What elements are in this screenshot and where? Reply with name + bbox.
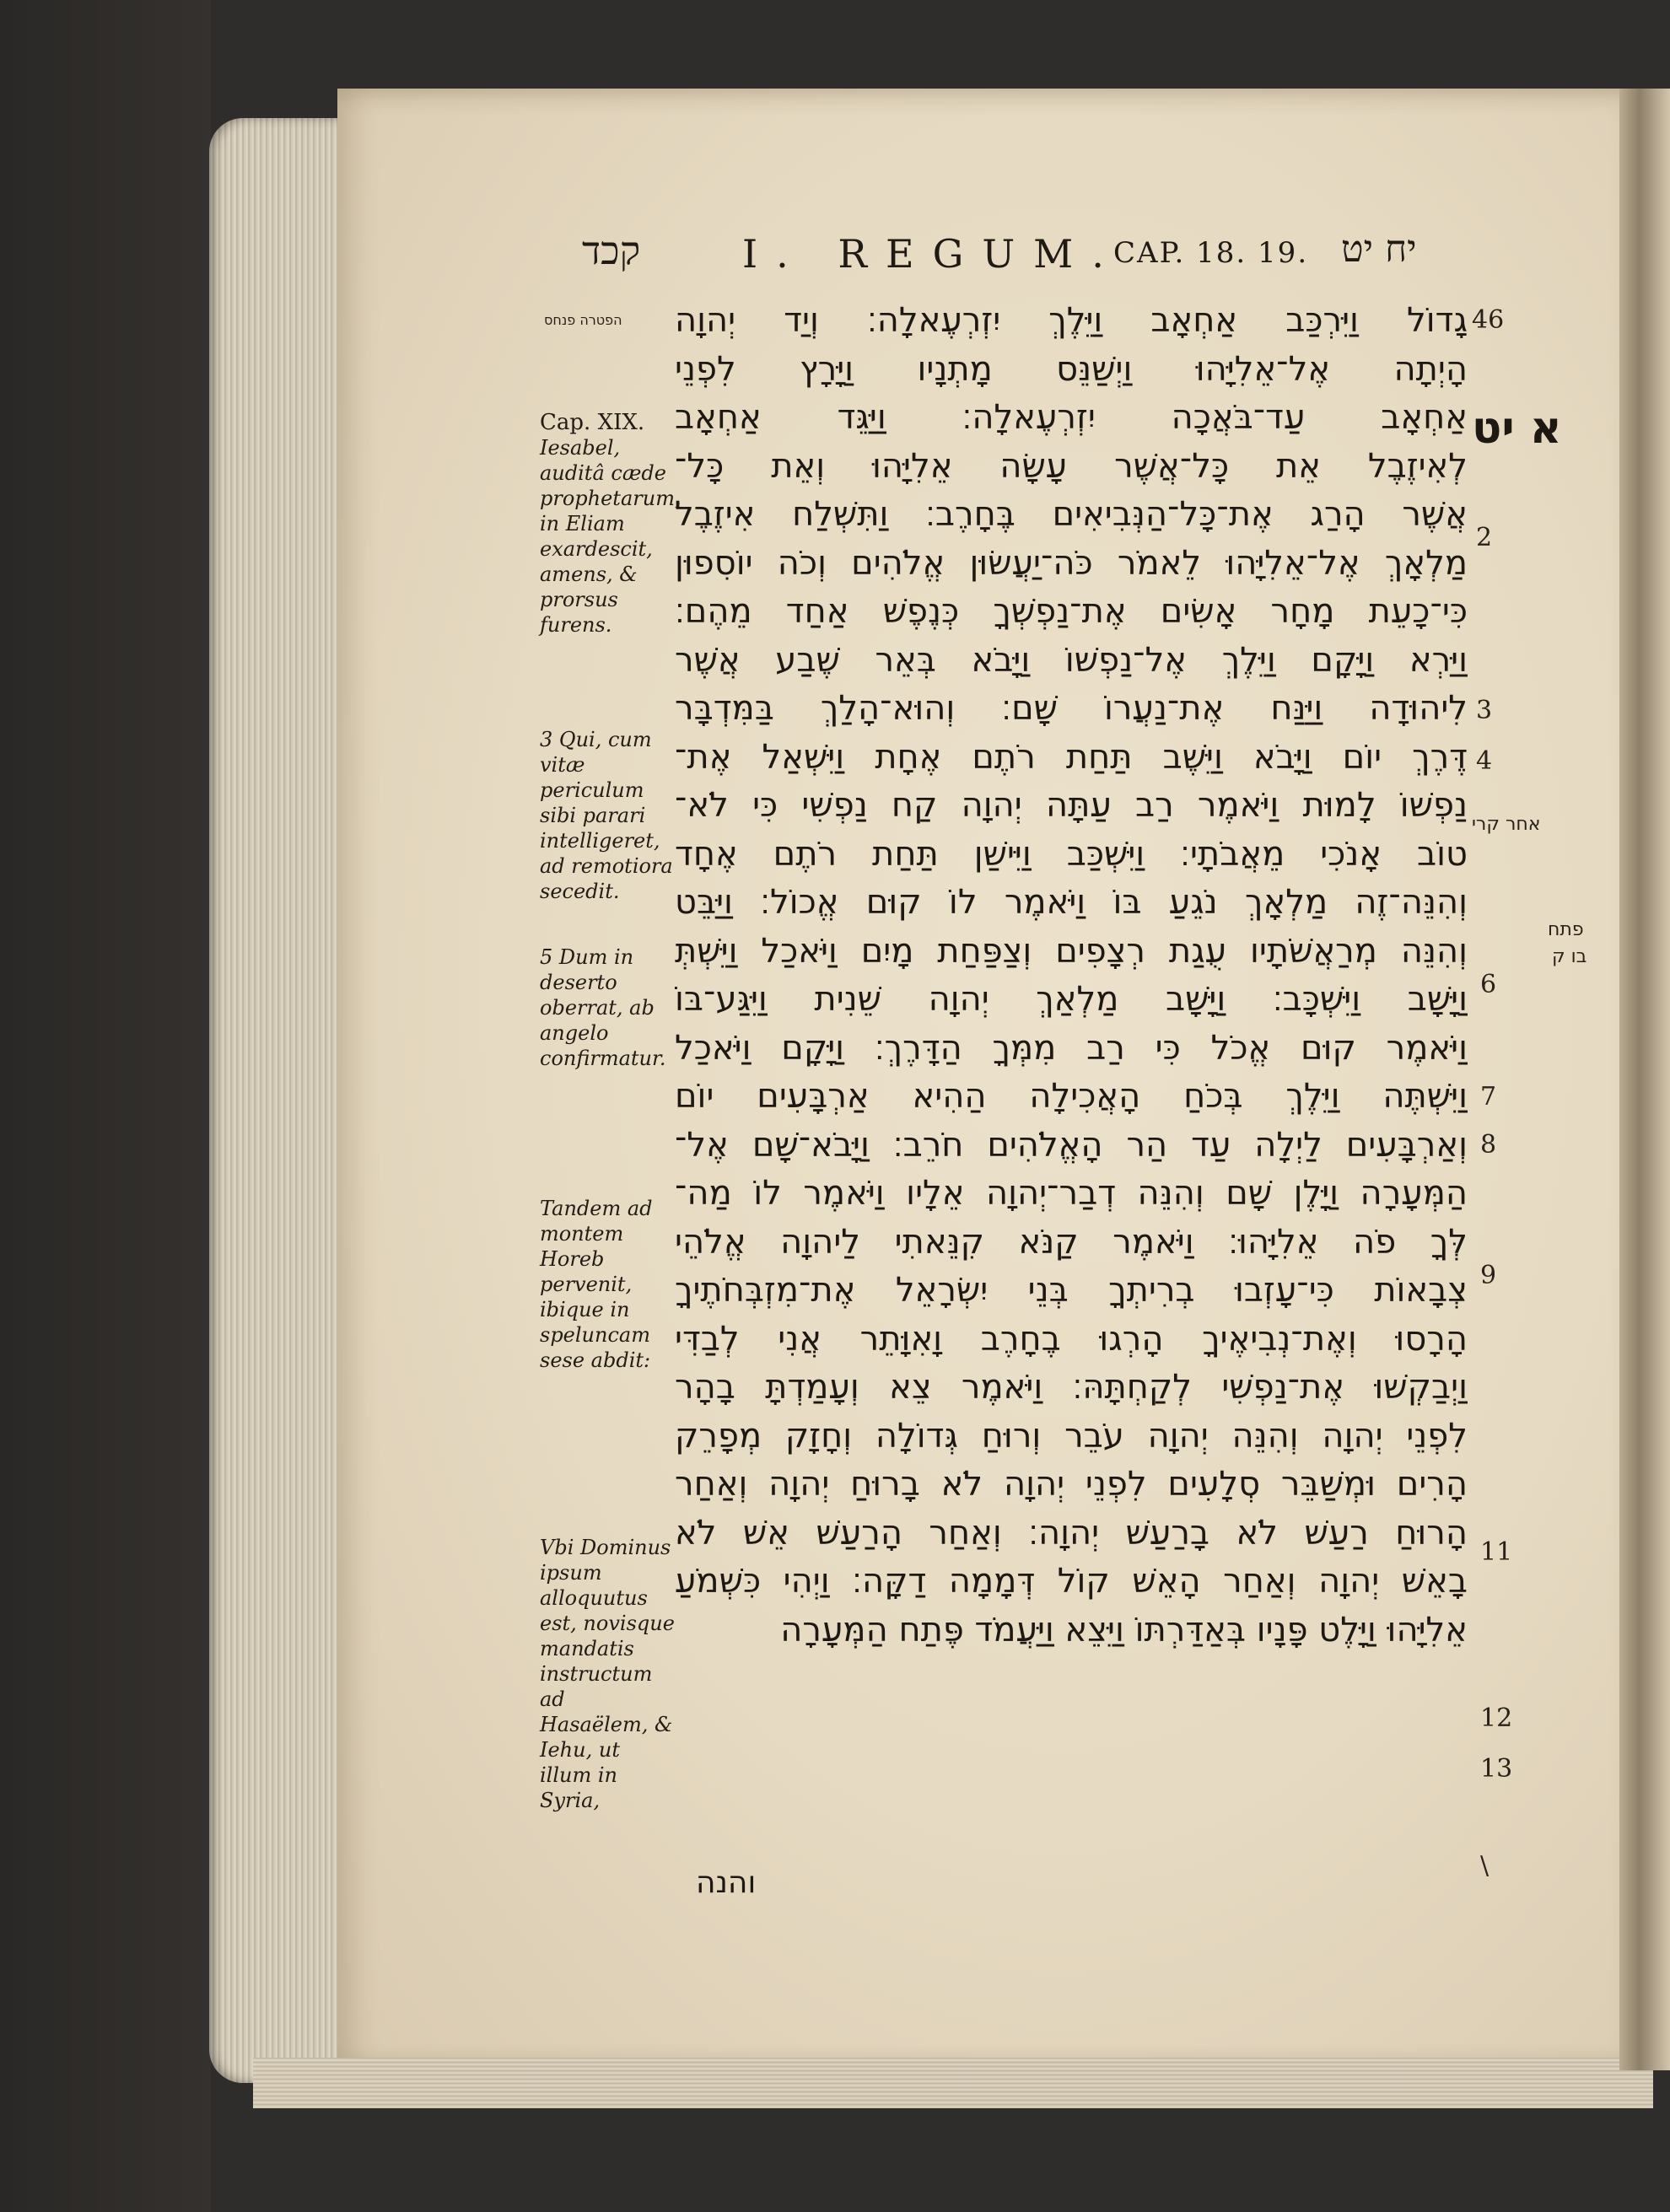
verse-number: 11 — [1480, 1537, 1513, 1567]
verse-number: 8 — [1480, 1130, 1497, 1160]
book-page-edges — [209, 118, 344, 2083]
running-header — [0, 228, 1670, 287]
text-line: כִּי־כָעֵת מָחָר אָשִׂים אֶת־נַפְשְׁךָ כְּנֶפֶשׁ אַחַד מֵהֶם׃ — [675, 592, 1468, 631]
verse-number: 46 — [1472, 305, 1505, 335]
text-line: מַלְאָךְ אֶל־אֵלִיָּהוּ לֵאמֹר כֹּה־יַעֲשׂוּן אֱלֹהִים וְכֹה יוֹסִפוּן — [675, 543, 1468, 583]
marginal-gloss — [540, 727, 675, 904]
text-line: צְבָאוֹת כִּי־עָזְבוּ בְרִיתְךָ בְּנֵי יִשְׂרָאֵל אֶת־מִזְבְּחֹתֶיךָ — [675, 1271, 1468, 1310]
text-line: הָרִים וּמְשַׁבֵּר סְלָעִים לִפְנֵי יְהוָה לֹא בָרוּחַ יְהוָה וְאַחַר — [675, 1465, 1468, 1504]
text-line: אַחְאָב עַד־בֹּאֲכָה יִזְרְעֶאלָה׃ וַיַּגֵּד אַחְאָב — [675, 398, 1468, 437]
marginal-gloss — [540, 410, 681, 638]
text-line: וַיְבַקְשׁוּ אֶת־נַפְשִׁי לְקַחְתָּהּ׃ וַיֹּאמֶר צֵא וְעָמַדְתָּ בָהָר — [675, 1368, 1468, 1407]
marginal-gloss — [540, 1535, 675, 1813]
text-line: טוֹב אָנֹכִי מֵאֲבֹתָי׃ וַיִּשְׁכַּב וַיִּישַׁן תַּחַת רֹתֶם אֶחָד — [675, 834, 1468, 874]
verse-number: 2 — [1476, 523, 1493, 552]
text-line: הָרוּחַ רַעַשׁ לֹא בָרַעַשׁ יְהוָה׃ וְאַחַר הָרַעַשׁ אֵשׁ לֹא — [675, 1513, 1468, 1553]
verse-number: 4 — [1476, 746, 1493, 776]
hebrew-chapter-numbers: יח יט — [1341, 228, 1417, 271]
text-line: דֶּרֶךְ יוֹם וַיָּבֹא וַיֵּשֶׁב תַּחַת רֹתֶם אֶחָת וַיִּשְׁאַל אֶת־ — [675, 737, 1468, 777]
text-line: וַיֹּאמֶר קוּם אֱכֹל כִּי רַב מִמְּךָ הַדָּרֶךְ׃ וַיָּקָם וַיֹּאכַל — [675, 1028, 1468, 1068]
margin-tick-mark: \ — [1480, 1851, 1490, 1881]
text-line: הַמְּעָרָה וַיָּלֶן שָׁם וְהִנֵּה דְבַר־יְהוָה אֵלָיו וַיֹּאמֶר לוֹ מַה־ — [675, 1174, 1468, 1213]
verse-number: 12 — [1480, 1703, 1513, 1733]
gloss-text: Iesabel, auditâ cæde prophetarum, in Eliam exardescit, amens, & prorsus furens. — [540, 436, 681, 637]
folio-number: קכד — [582, 228, 641, 273]
text-line: גָדוֹל וַיִּרְכַּב אַחְאָב וַיֵּלֶךְ יִזְרְעֶאלָה׃ וְיַד יְהוָה — [675, 301, 1468, 340]
text-line: לִפְנֵי יְהוָה וְהִנֵּה יְהוָה עֹבֵר וְרוּחַ גְּדוֹלָה וְחָזָק מְפָרֵק — [675, 1416, 1468, 1456]
verse-number: 6 — [1480, 970, 1497, 999]
gloss-text: Tandem ad montem Horeb pervenit, ibique in speluncam sese abdit: — [540, 1197, 653, 1372]
text-line: בָאֵשׁ יְהוָה וְאַחַר הָאֵשׁ קוֹל דְּמָמָה דַקָּה׃ וַיְהִי כִּשְׁמֹעַ — [675, 1562, 1468, 1601]
verse-number: 7 — [1480, 1082, 1497, 1111]
running-title: I. REGUM. — [742, 231, 1123, 277]
text-line: לְאִיזֶבֶל אֵת כָּל־אֲשֶׁר עָשָׂה אֵלִיָּהוּ וְאֵת כָּל־ — [675, 446, 1468, 486]
text-line: וְהִנֵּה־זֶה מַלְאָךְ נֹגֵעַ בּוֹ וַיֹּאמֶר לוֹ קוּם אֱכוֹל׃ וַיַּבֵּט — [675, 883, 1468, 922]
gloss-heading: Cap. XIX. — [540, 410, 645, 435]
book-bottom-edges — [253, 2058, 1653, 2108]
text-line: וַיַּרְא וַיָּקָם וַיֵּלֶךְ אֶל־נַפְשׁוֹ וַיָּבֹא בְּאֵר שֶׁבַע אֲשֶׁר — [675, 640, 1468, 680]
chapter-start-marker: א יט — [1472, 403, 1562, 454]
haftara-note: הפטרה פנחס — [544, 312, 622, 328]
gloss-text: 3 Qui, cum vitæ periculum sibi parari intelligeret, ad remotiora secedit. — [540, 728, 673, 903]
text-line: נַפְשׁוֹ לָמוּת וַיֹּאמֶר רַב עַתָּה יְהוָה קַח נַפְשִׁי כִּי לֹא־ — [675, 786, 1468, 825]
text-line: וַיִּשְׁתֶּה וַיֵּלֶךְ בְּכֹחַ הָאֲכִילָה הַהִיא אַרְבָּעִים יוֹם — [675, 1077, 1468, 1116]
verse-number: 13 — [1480, 1754, 1513, 1784]
petach-note: פתח — [1548, 919, 1584, 940]
text-line: וְאַרְבָּעִים לַיְלָה עַד הַר הָאֱלֹהִים חֹרֵב׃ וַיָּבֹא־שָׁם אֶל־ — [675, 1125, 1468, 1165]
hebrew-text-column — [675, 297, 1468, 1655]
petach-note-2: בו ק — [1552, 946, 1587, 967]
text-line: וְהִנֵּה מְרַאֲשֹׁתָיו עֻגַת רְצָפִים וְצַפַּחַת מָיִם וַיֹּאכַל וַיֵּשְׁתְּ — [675, 931, 1468, 971]
gloss-text: Vbi Dominus ipsum alloquutus est, novisque mandatis instructum ad Hasaëlem, & Iehu, ut illum in Syria, — [540, 1536, 675, 1812]
qere-note: אחר קרי — [1472, 814, 1541, 835]
verse-number: 3 — [1476, 696, 1493, 725]
text-line: הָרָסוּ וְאֶת־נְבִיאֶיךָ הָרְגוּ בֶחָרֶב וָאִוָּתֵר אֲנִי לְבַדִּי — [675, 1319, 1468, 1359]
text-line: אֲשֶׁר הָרַג אֶת־כָּל־הַנְּבִיאִים בֶּחָרֶב׃ וַתִּשְׁלַח אִיזֶבֶל — [675, 495, 1468, 534]
background-cloth — [0, 0, 211, 2212]
text-line: הָיְתָה אֶל־אֵלִיָּהוּ וַיְשַׁנֵּס מָתְנָיו וַיָּרָץ לִפְנֵי — [675, 349, 1468, 389]
text-line: לִיהוּדָה וַיַּנַּח אֶת־נַעֲרוֹ שָׁם׃ וְהוּא־הָלַךְ בַּמִּדְבָּר — [675, 689, 1468, 728]
catchword: והנה — [696, 1865, 757, 1900]
marginal-gloss — [540, 945, 675, 1071]
text-line: לְּךָ פֹה אֵלִיָּהוּ׃ וַיֹּאמֶר קַנֹּא קִנֵּאתִי לַיהוָה אֱלֹהֵי — [675, 1222, 1468, 1262]
marginal-gloss — [540, 1196, 675, 1373]
book-gutter — [1619, 89, 1670, 2070]
chapter-reference: CAP. 18. 19. — [1113, 236, 1309, 270]
verse-number: 9 — [1480, 1261, 1497, 1290]
text-line: וַיָּשָׁב וַיִּשְׁכָּב׃ וַיָּשָׁב מַלְאַךְ יְהוָה שֵׁנִית וַיִּגַּע־בּוֹ — [675, 980, 1468, 1019]
text-line: אֵלִיָּהוּ וַיָּלֶט פָּנָיו בְּאַדַּרְתּוֹ וַיֵּצֵא וַיַּעֲמֹד פֶּתַח הַמְּעָרָה — [780, 1610, 1468, 1650]
gloss-text: 5 Dum in deserto oberrat, ab angelo confirmatur. — [540, 945, 666, 1070]
